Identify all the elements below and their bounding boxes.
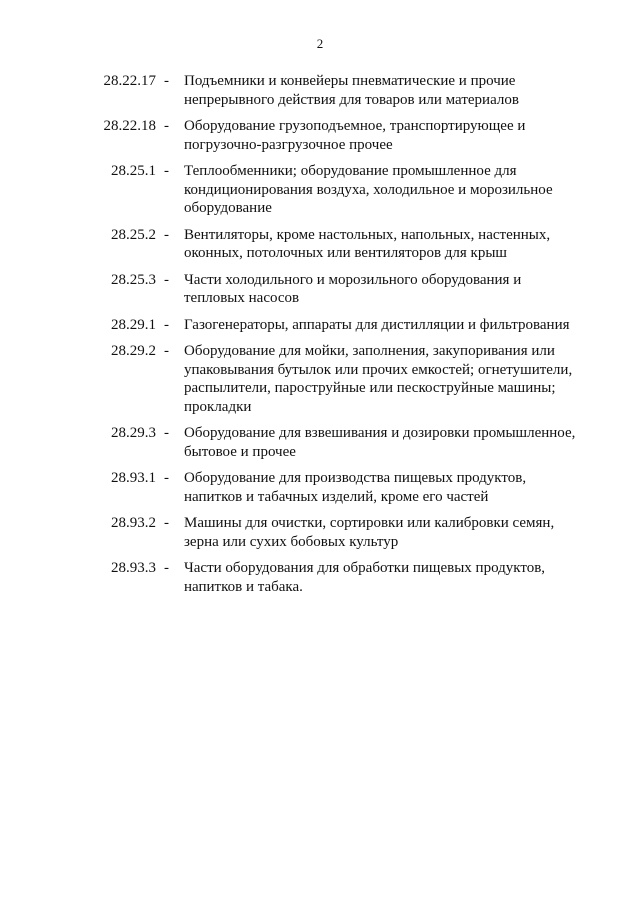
description-line: Части холодильного и морозильного оборудования и (184, 271, 522, 288)
description-line: Теплообменники; оборудование промышленное для (184, 163, 517, 179)
entry-dash: - (164, 425, 169, 441)
entry-description (184, 117, 584, 154)
list-item (0, 226, 640, 263)
entry-description (184, 72, 584, 109)
list-item (0, 559, 640, 596)
description-line: зерна или сухих бобовых культур (184, 533, 399, 550)
entry-code: 28.93.2 (111, 515, 156, 531)
description-line: Оборудование для взвешивания и дозировки промышленное, (184, 425, 576, 441)
description-line: Оборудование грузоподъемное, транспортирующее и (184, 118, 526, 134)
description-line: напитков и табака. (184, 578, 303, 595)
description-line: Оборудование для мойки, заполнения, закупоривания или (184, 343, 555, 359)
entry-code: 28.93.1 (111, 470, 156, 486)
description-line: оборудование (184, 200, 272, 216)
entry-dash: - (164, 226, 169, 243)
description-line: прокладки (184, 398, 252, 415)
list-item (0, 514, 640, 551)
entry-code: 28.93.3 (111, 560, 156, 576)
list-item (0, 271, 640, 308)
entry-description (184, 316, 584, 335)
entry-description (184, 342, 584, 416)
entry-dash: - (164, 343, 169, 359)
list-item (0, 316, 640, 335)
entry-dash: - (164, 118, 169, 134)
entry-description (184, 514, 584, 551)
description-line: Оборудование для производства пищевых продуктов, (184, 470, 527, 486)
description-line: Газогенераторы, аппараты для дистилляции и фильтрования (184, 316, 570, 333)
description-line: Машины для очистки, сортировки или калибровки семян, (184, 515, 555, 531)
description-line: напитков и табачных изделий, кроме его частей (184, 488, 489, 505)
description-line: Части оборудования для обработки пищевых продуктов, (184, 560, 546, 576)
entry-dash: - (164, 271, 169, 288)
entry-code: 28.22.17 (103, 73, 156, 89)
list-item (0, 162, 640, 218)
description-line: непрерывного действия для товаров или материалов (184, 91, 519, 108)
entry-code: 28.25.3 (111, 271, 156, 288)
entry-code: 28.29.1 (111, 316, 156, 333)
entry-dash: - (164, 316, 169, 333)
entry-dash: - (164, 163, 169, 179)
description-line: погрузочно-разгрузочное прочее (184, 136, 393, 153)
entry-code: 28.29.2 (111, 343, 156, 359)
description-line: Подъемники и конвейеры пневматические и прочие (184, 73, 516, 89)
entry-dash: - (164, 470, 169, 486)
page-number: 2 (316, 36, 324, 51)
list-item (0, 469, 640, 506)
entry-description (184, 469, 584, 506)
list-item (0, 424, 640, 461)
classifier-list (0, 72, 640, 604)
entry-description (184, 162, 584, 218)
entry-dash: - (164, 73, 169, 89)
entry-description (184, 271, 584, 308)
entry-code: 28.22.18 (103, 118, 156, 134)
list-item (0, 117, 640, 154)
description-line: тепловых насосов (184, 290, 300, 306)
entry-dash: - (164, 515, 169, 531)
description-line: Вентиляторы, кроме настольных, напольных, настенных, (184, 226, 551, 243)
list-item (0, 72, 640, 109)
entry-code: 28.25.2 (111, 226, 156, 243)
entry-description (184, 424, 584, 461)
entry-description (184, 559, 584, 596)
description-line: кондиционирования воздуха, холодильное и морозильное (184, 181, 553, 198)
entry-dash: - (164, 560, 169, 576)
entry-code: 28.29.3 (111, 425, 156, 441)
entry-description (184, 226, 584, 263)
description-line: упаковывания бутылок или прочих емкостей; огнетушители, (184, 361, 573, 378)
entry-code: 28.25.1 (111, 163, 156, 179)
description-line: бытовое и прочее (184, 443, 296, 460)
description-line: распылители, пароструйные или пескоструйные машины; (184, 380, 556, 396)
description-line: оконных, потолочных или вентиляторов для крыш (184, 245, 507, 261)
list-item (0, 342, 640, 416)
